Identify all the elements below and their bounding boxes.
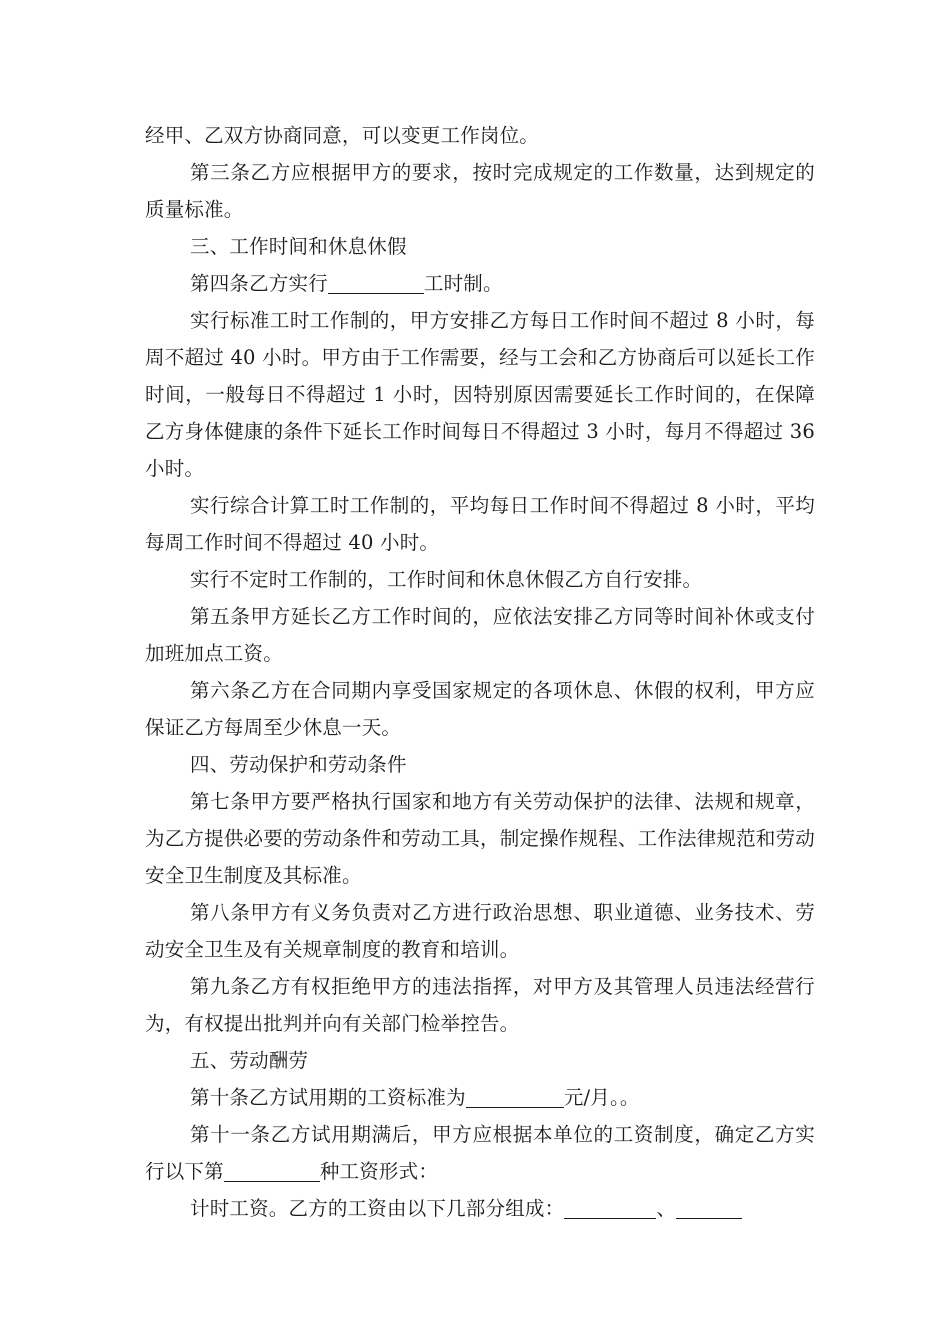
- paragraph-text: 第九条乙方有权拒绝甲方的违法指挥，对甲方及其管理人员违法经营行为，有权提出批判并向有关部门检举控告。: [145, 975, 815, 1035]
- heading-text: 三、工作时间和休息休假: [190, 235, 407, 258]
- article-8: [145, 894, 815, 968]
- paragraph: [145, 117, 815, 154]
- paragraph-text: 实行不定时工作制的，工作时间和休息休假乙方自行安排。: [190, 568, 703, 591]
- article-4: [145, 265, 815, 302]
- fill-in-blank: [224, 1159, 320, 1182]
- article-6: [145, 672, 815, 746]
- paragraph-text: 第十一条乙方试用期满后，甲方应根据本单位的工资制度，确定乙方实行以下第: [145, 1123, 815, 1183]
- fill-in-blank: [676, 1196, 742, 1219]
- article-10: [145, 1079, 815, 1116]
- paragraph-text: 第五条甲方延长乙方工作时间的，应依法安排乙方同等时间补休或支付加班加点工资。: [145, 605, 815, 665]
- paragraph-text: 实行综合计算工时工作制的，平均每日工作时间不得超过 8 小时，平均每周工作时间不得超过 40 小时。: [145, 494, 815, 554]
- section-heading-3: [145, 228, 815, 265]
- article-3: [145, 154, 815, 228]
- fill-in-blank: [466, 1085, 564, 1108]
- heading-text: 五、劳动酬劳: [190, 1049, 309, 1072]
- paragraph-text: 实行标准工时工作制的，甲方安排乙方每日工作时间不超过 8 小时，每周不超过 40 小时。甲方由于工作需要，经与工会和乙方协商后可以延长工作时间，一般每日不得超过 1 小时，因特别原因需要延长工作时间的，在保障乙方身体健康的条件下延长工作时间每日不得超过 3 小时，每月不得超过 36 小时。: [145, 309, 815, 480]
- paragraph-time-wage: [145, 1190, 815, 1227]
- article-9: [145, 968, 815, 1042]
- paragraph-text: 、: [656, 1197, 677, 1220]
- paragraph-text: 种工资形式：: [319, 1160, 439, 1183]
- document-body: [145, 117, 815, 1227]
- paragraph-flexible-hours: [145, 561, 815, 598]
- section-heading-4: [145, 746, 815, 783]
- fill-in-blank: [564, 1196, 656, 1219]
- paragraph-text: 计时工资。乙方的工资由以下几部分组成：: [190, 1197, 565, 1220]
- section-heading-5: [145, 1042, 815, 1079]
- article-7: [145, 783, 815, 894]
- paragraph-text: 经甲、乙双方协商同意，可以变更工作岗位。: [145, 124, 540, 147]
- paragraph-text: 第六条乙方在合同期内享受国家规定的各项休息、休假的权利，甲方应保证乙方每周至少休息一天。: [145, 679, 815, 739]
- paragraph-text: 工时制。: [423, 272, 503, 295]
- paragraph-text: 第十条乙方试用期的工资标准为: [190, 1086, 466, 1109]
- heading-text: 四、劳动保护和劳动条件: [190, 753, 407, 776]
- paragraph-text: 第七条甲方要严格执行国家和地方有关劳动保护的法律、法规和规章，为乙方提供必要的劳动条件和劳动工具，制定操作规程、工作法律规范和劳动安全卫生制度及其标准。: [145, 790, 815, 887]
- paragraph-text: 元/月。。: [563, 1086, 640, 1109]
- article-5: [145, 598, 815, 672]
- paragraph-comprehensive-hours: [145, 487, 815, 561]
- paragraph-text: 第四条乙方实行: [190, 272, 328, 295]
- paragraph-standard-hours: [145, 302, 815, 487]
- article-11: [145, 1116, 815, 1190]
- paragraph-text: 第三条乙方应根据甲方的要求，按时完成规定的工作数量，达到规定的质量标准。: [145, 161, 815, 221]
- fill-in-blank: [328, 271, 424, 294]
- paragraph-text: 第八条甲方有义务负责对乙方进行政治思想、职业道德、业务技术、劳动安全卫生及有关规章制度的教育和培训。: [145, 901, 815, 961]
